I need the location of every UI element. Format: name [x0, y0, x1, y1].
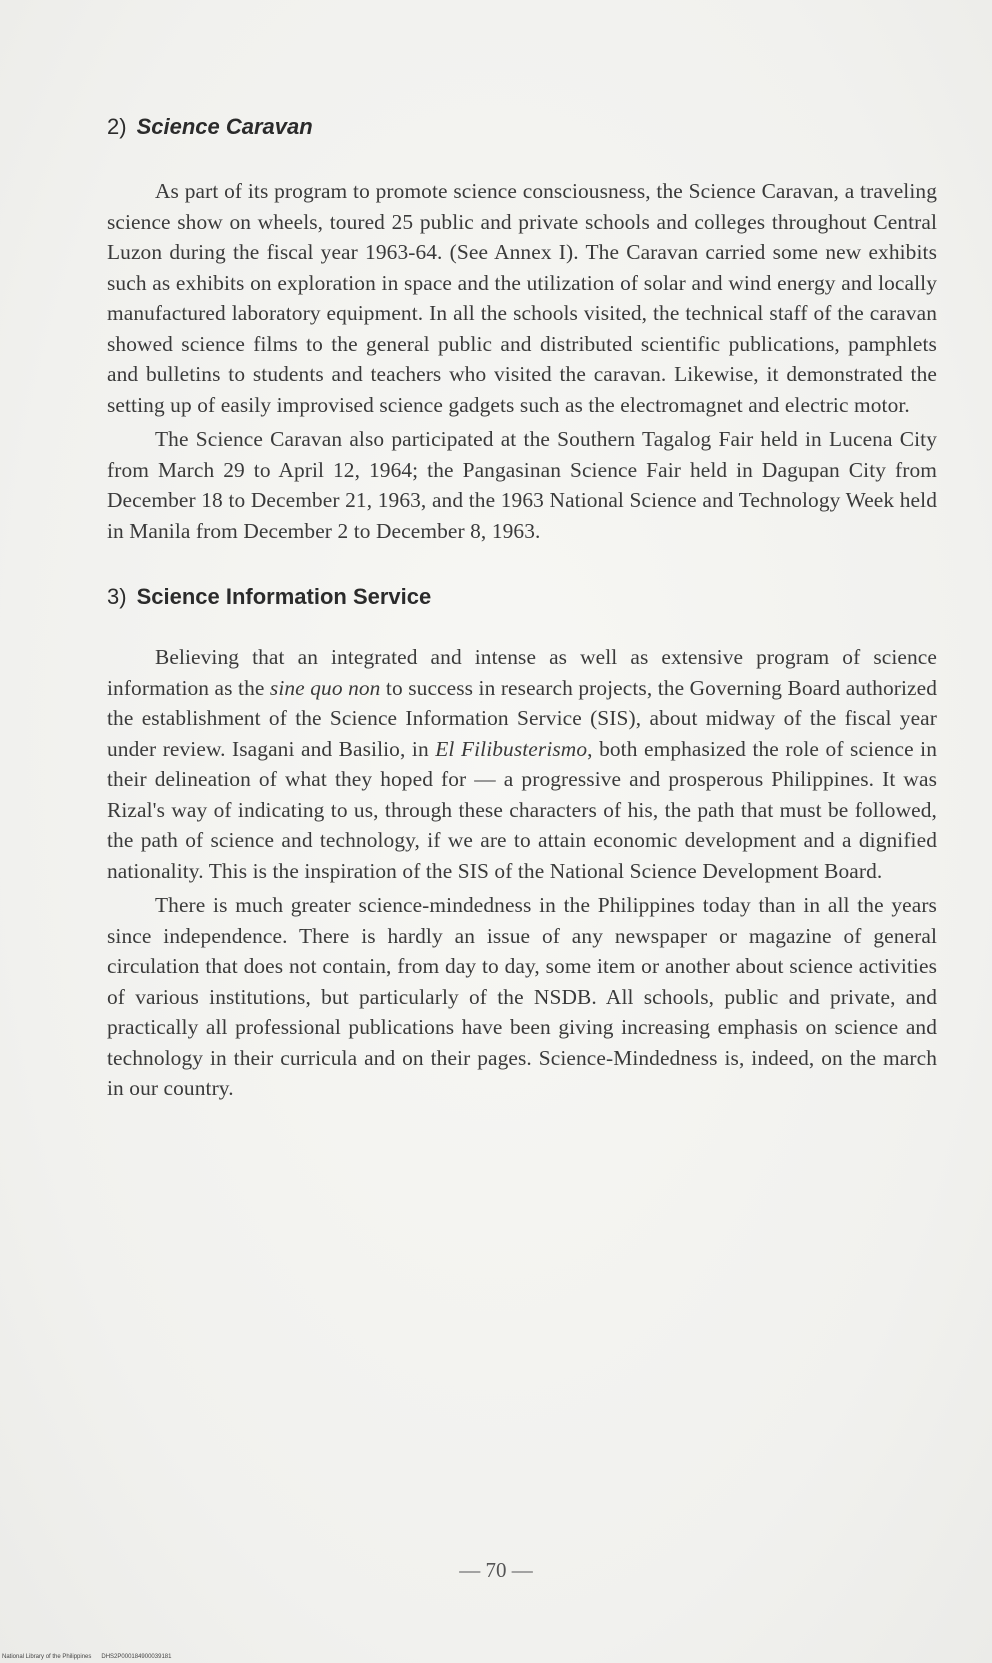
credit-library: National Library of the Philippines	[2, 1654, 92, 1660]
section-number: 2)	[107, 114, 127, 139]
credit-id: DHS2P000184900039181	[101, 1654, 172, 1660]
section-number: 3)	[107, 584, 127, 609]
italic-phrase: sine quo non	[269, 675, 381, 700]
page-content	[107, 112, 937, 1104]
paragraph-text: , both emphasized the role of science in their delineation of what they hoped for — a progressive and prosperous Philippines. It was Rizal's way of indicating to us, through these characters of his, the path that must be followed, the path of science and technology, if we are to attain economic development and a dignified nationality. This is the inspiration of the SIS of the National Science Development Board.	[107, 736, 937, 883]
paragraph-text: Believing that an integrated and intense as well as extensive program of science information as the	[107, 645, 937, 700]
paragraph-sis-establishment	[107, 642, 937, 886]
section-title: Science Information Service	[136, 584, 432, 609]
paragraph-caravan-program: As part of its program to promote science consciousness, the Science Caravan, a traveling science show on wheels, toured 25 public and private schools and colleges throughout Central Luzon during the fiscal year 1963-64. (See Annex I). The Caravan carried some new exhibits such as exhibits on exploration in space and the utilization of solar and wind energy and locally manufactured laboratory equipment. In all the schools visited, the technical staff of the caravan showed science films to the general public and distributed scientific publications, pamphlets and bulletins to students and teachers who visited the caravan. Likewise, it demonstrated the setting up of easily improvised science gadgets such as the electromagnet and electric motor.	[107, 179, 937, 417]
scan-credit	[2, 1654, 181, 1660]
paragraph-caravan-fairs: The Science Caravan also participated at the Southern Tagalog Fair held in Lucena City from March 29 to April 12, 1964; the Pangasinan Science Fair held in Dagupan City from December 18 to December 21, 1963, and the 1963 National Science and Technology Week held in Manila from December 2 to December 8, 1963.	[107, 427, 937, 543]
paragraph-text: to success in research projects, the Governing Board authorized the establishment of the Science Information Service (SIS), about midway of the fiscal year under review. Isagani and Basilio, in	[107, 675, 937, 761]
page-number: — 70 —	[459, 1558, 533, 1582]
italic-book-title: El Filibusterismo	[435, 736, 588, 761]
section-title: Science Caravan	[136, 114, 313, 139]
section-heading-science-caravan	[107, 112, 937, 142]
section-heading-science-information-service	[107, 582, 937, 612]
paragraph-science-mindedness: There is much greater science-mindedness in the Philippines today than in all the years since independence. There is hardly an issue of any newspaper or magazine of general circulation that does not contain, from day to day, some item or another about science activities of various institutions, but particularly of the NSDB. All schools, public and private, and practically all professional publications have been giving increasing emphasis on science and technology in their curricula and on their pages. Science-Mindedness is, indeed, on the march in our country.	[107, 893, 937, 1100]
